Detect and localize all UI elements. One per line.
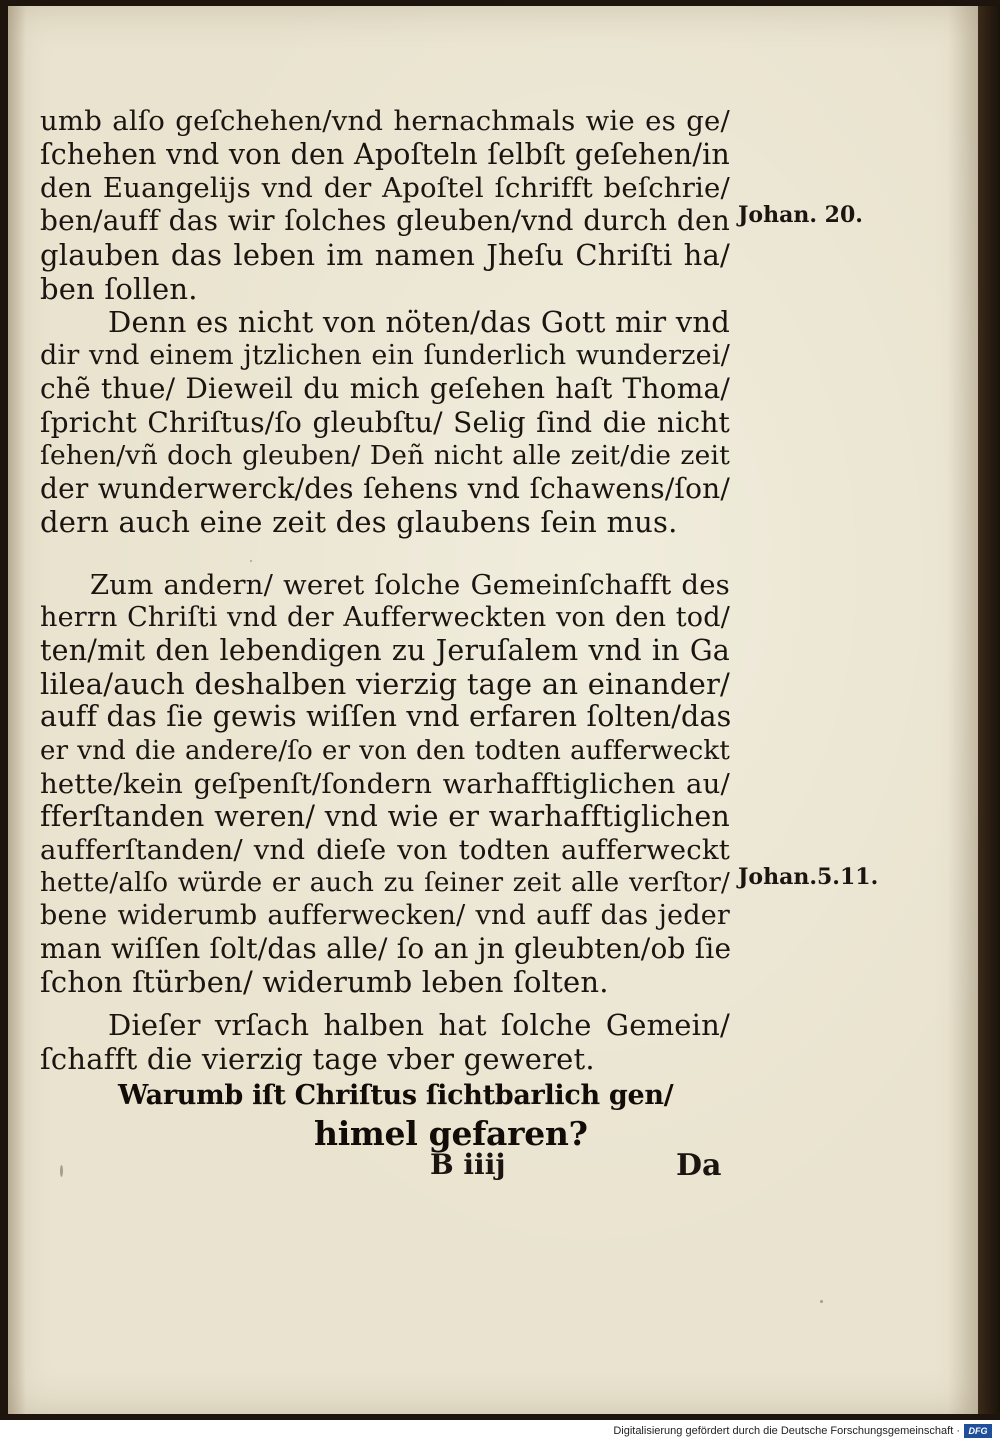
text-line: ben ſollen.	[40, 272, 198, 306]
text-line: man wiſſen ſolt/das alle/ ſo an jn gleubten/ob ſie	[40, 932, 732, 965]
paper-speck	[820, 1300, 823, 1303]
text-line: hette/alſo würde er auch zu ſeiner zeit alle verſtor/	[40, 868, 730, 898]
catchword: Da	[676, 1148, 722, 1183]
page-edge-shadow	[978, 6, 1000, 1414]
text-line: ſchon ſtürben/ widerumb leben ſolten.	[40, 965, 609, 999]
text-line: den Euangelijs vnd der Apoſtel ſchrifft beſchrie/	[40, 172, 730, 204]
margin-note: Johan. 20.	[738, 202, 863, 228]
text-line: aufferſtanden/ vnd dieſe von todten aufferweckt	[40, 834, 730, 866]
section-heading: himel gefaren?	[314, 1114, 588, 1153]
text-line: Zum andern/ weret ſolche Gemeinſchafft des	[90, 569, 730, 601]
text-line: er vnd die andere/ſo er von den todten aufferweckt	[40, 736, 730, 766]
text-line: hette/kein geſpenſt/ſondern warhafftiglichen au/	[40, 768, 730, 800]
text-line: ten/mit den lebendigen zu Jeruſalem vnd in Ga	[40, 634, 730, 667]
section-heading: Warumb iſt Chriſtus ſichtbarlich gen/	[118, 1080, 674, 1111]
paper-speck	[60, 1165, 63, 1177]
text-line: ben/auff das wir ſolches gleuben/vnd durch den	[40, 204, 730, 237]
text-line: dir vnd einem jtzlichen ein ſunderlich wunderzei/	[40, 340, 730, 371]
text-line: ſchafft die vierzig tage vber geweret.	[40, 1042, 595, 1076]
footer-bar	[0, 1420, 1000, 1444]
text-line: umb alſo geſchehen/vnd hernachmals wie es ge/	[40, 105, 730, 137]
paper-speck	[250, 560, 252, 562]
text-line: lilea/auch deshalben vierzig tage an einander/	[40, 667, 730, 701]
text-line: ſchehen vnd von den Apoſteln ſelbſt geſehen/in	[40, 138, 730, 171]
margin-note: Johan.5.11.	[738, 864, 879, 890]
text-line: bene widerumb aufferwecken/ vnd auff das jeder	[40, 900, 730, 931]
text-line: glauben das leben im namen Jheſu Chriſti ha/	[40, 238, 730, 272]
text-line: auff das ſie gewis wiſſen vnd erfaren ſolten/das	[40, 700, 732, 733]
text-line: ſpricht Chriſtus/ſo gleubſtu/ Selig ſind die nicht	[40, 406, 730, 439]
text-line: chẽ thue/ Dieweil du mich geſehen haſt Thoma/	[40, 372, 730, 405]
signature-mark: B iiij	[430, 1148, 506, 1181]
footer-credit: Digitalisierung gefördert durch die Deutsche Forschungsgemeinschaft ·	[613, 1425, 960, 1437]
text-line: ſehen/vñ doch gleuben/ Deñ nicht alle zeit/die zeit	[40, 440, 730, 471]
text-line: der wunderwerck/des ſehens vnd ſchawens/ſon/	[40, 472, 730, 505]
text-line: Denn es nicht von nöten/das Gott mir vnd	[108, 305, 730, 339]
text-line: dern auch eine zeit des glaubens ſein mus.	[40, 505, 678, 539]
text-line: Dieſer vrſach halben hat ſolche Gemein/	[108, 1008, 730, 1042]
text-line: herrn Chriſti vnd der Aufferweckten von den tod/	[40, 602, 730, 633]
text-line: fferſtanden weren/ vnd wie er warhafftiglichen	[40, 800, 730, 833]
dfg-logo-icon: DFG	[964, 1424, 992, 1438]
